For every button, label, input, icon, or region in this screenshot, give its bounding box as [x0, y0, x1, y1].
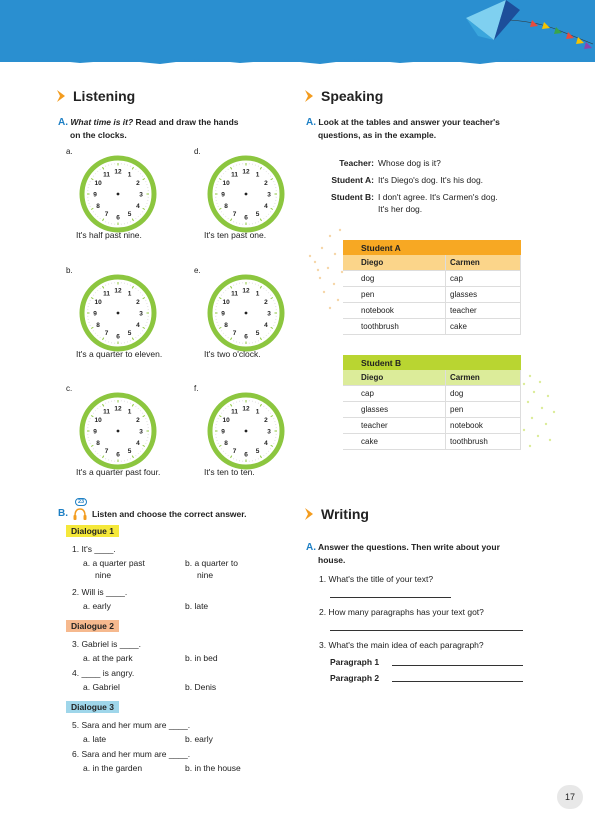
clock-face-icon[interactable] [78, 154, 158, 234]
writing-heading [303, 506, 369, 522]
option-text: b. in the house [185, 763, 241, 773]
clock-caption: It's half past nine. [76, 230, 142, 240]
clock-number: 8 [224, 202, 228, 210]
clock-number: 9 [221, 191, 225, 199]
clock-number: 2 [136, 298, 140, 306]
question-text: 6. Sara and her mum are ____. [72, 749, 191, 759]
question-text: 4. ____ is angry. [72, 668, 135, 678]
answer-option-a[interactable] [83, 652, 133, 664]
clock-label: c. [66, 384, 73, 393]
instruction-text-2: house. [318, 555, 346, 565]
table-header-row [343, 370, 521, 386]
clock-center [117, 430, 120, 433]
answer-option-a[interactable] [83, 733, 106, 745]
clock-caption: It's a quarter past four. [76, 467, 161, 477]
table-row [343, 418, 521, 434]
clock-number: 4 [136, 321, 140, 329]
clock-number: 4 [264, 439, 268, 447]
writing-q3: 3. What's the main idea of each paragraph? [319, 640, 484, 650]
clock-number: 4 [264, 321, 268, 329]
clock-number: 8 [224, 439, 228, 447]
clock-label: d. [194, 147, 201, 156]
clock-label: b. [66, 266, 73, 275]
clock-number: 12 [242, 168, 250, 176]
answer-option-a[interactable] [83, 762, 142, 774]
clock-number: 3 [139, 310, 143, 318]
clock-number: 8 [96, 321, 100, 329]
column-header: Carmen [446, 370, 521, 386]
clock-number: 12 [114, 287, 122, 295]
table-cell: dog [343, 271, 446, 287]
writing-q2: 2. How many paragraphs has your text got? [319, 607, 484, 617]
exercise-letter: A. [58, 117, 68, 128]
paragraph-1-label: Paragraph 1 [330, 657, 380, 667]
instruction-italic: What time is it? [70, 117, 134, 127]
paragraph-2-label: Paragraph 2 [330, 673, 380, 683]
clock-face-icon[interactable] [206, 154, 286, 234]
clock-number: 5 [127, 330, 132, 338]
table-cell: pen [446, 402, 521, 418]
clock-number: 10 [94, 179, 102, 187]
speaking-heading [303, 88, 383, 104]
clock-number: 7 [104, 448, 109, 456]
option-text-2: nine [95, 570, 112, 580]
clock-number: 2 [264, 298, 268, 306]
table-cell: toothbrush [343, 319, 446, 335]
example-line [320, 174, 550, 191]
clock-number: 5 [255, 211, 260, 219]
answer-option-b[interactable] [185, 762, 241, 774]
clock-number: 6 [116, 214, 120, 222]
clock-number: 8 [96, 202, 100, 210]
table-row [343, 271, 521, 287]
answer-option-a[interactable] [83, 681, 120, 693]
instruction-text: Listen and choose the correct answer. [92, 509, 247, 519]
option-text: b. early [185, 734, 213, 744]
table-row [343, 287, 521, 303]
table-cell: teacher [446, 303, 521, 319]
dialogue-tag: Dialogue 2 [66, 620, 119, 632]
clock-number: 10 [94, 416, 102, 424]
instruction-text-2: questions, as in the example. [318, 130, 437, 140]
clock-number: 12 [114, 168, 122, 176]
answer-option-b[interactable] [185, 557, 238, 581]
clock-caption: It's ten to ten. [204, 467, 255, 477]
option-text: b. Denis [185, 682, 217, 692]
table-row [343, 386, 521, 402]
clock-number: 11 [103, 290, 110, 298]
kite-icon [458, 0, 595, 56]
clock-number: 5 [127, 448, 132, 456]
speaking-title: Speaking [321, 88, 384, 104]
example-line [320, 157, 550, 174]
clock-number: 12 [242, 287, 250, 295]
clock-face-icon[interactable] [78, 391, 158, 471]
clock-label: a. [66, 147, 73, 156]
clock-number: 8 [224, 321, 228, 329]
table-cell: cap [446, 271, 521, 287]
clock-number: 1 [127, 408, 132, 416]
clock-number: 7 [232, 330, 237, 338]
clock-number: 8 [96, 439, 100, 447]
table-cell: glasses [343, 402, 446, 418]
option-text: a. at the park [83, 653, 133, 663]
clock-number: 9 [221, 428, 225, 436]
table-cell: teacher [343, 418, 446, 434]
clock-number: 1 [255, 171, 260, 179]
table-row [343, 402, 521, 418]
answer-option-b[interactable] [185, 600, 208, 612]
clock-number: 7 [232, 211, 237, 219]
table-row [343, 434, 521, 450]
column-header: Diego [343, 370, 446, 386]
table-title: Student B [343, 355, 521, 370]
clock-number: 11 [103, 408, 110, 416]
question-text: 3. Gabriel is ____. [72, 639, 141, 649]
clock-number: 1 [255, 290, 260, 298]
answer-option-a[interactable] [83, 600, 111, 612]
question-text: 2. Will is ____. [72, 587, 128, 597]
clock-number: 3 [139, 191, 143, 199]
clock-label: e. [194, 266, 201, 275]
clock-number: 7 [104, 211, 109, 219]
clock-number: 3 [139, 428, 143, 436]
instruction-text-2: on the clocks. [70, 130, 127, 140]
option-text: a. in the garden [83, 763, 143, 773]
clock-number: 6 [116, 451, 120, 459]
clock-number: 2 [136, 179, 140, 187]
clock-number: 5 [255, 448, 260, 456]
clock-number: 11 [231, 290, 238, 298]
clock-center [117, 193, 120, 196]
clock-number: 11 [231, 408, 238, 416]
table-cell: dog [446, 386, 521, 402]
clock-center [117, 312, 120, 315]
answer-option-b[interactable] [185, 652, 218, 664]
instruction-text: Answer the questions. Then write about your [318, 542, 500, 552]
clock-number: 6 [244, 333, 248, 341]
column-header: Diego [343, 255, 446, 271]
table-title: Student A [343, 240, 521, 255]
writing-title: Writing [321, 506, 369, 522]
clock-label: f. [194, 384, 199, 393]
clock-number: 5 [127, 211, 132, 219]
dialogue-tag: Dialogue 1 [66, 525, 119, 537]
clock-number: 10 [94, 298, 102, 306]
headphones-icon [72, 506, 88, 522]
clock-number: 3 [267, 428, 271, 436]
column-header: Carmen [446, 255, 521, 271]
instruction-text: Read and draw the hands [133, 117, 239, 127]
clock-number: 6 [244, 214, 248, 222]
clock-number: 9 [93, 428, 97, 436]
clock-number: 2 [136, 416, 140, 424]
example-text: I don't agree. It's Carmen's dog. [378, 192, 498, 202]
clock-number: 10 [222, 179, 230, 187]
clock-number: 4 [264, 202, 268, 210]
vocab-table [343, 370, 521, 450]
writing-q1: 1. What's the title of your text? [319, 574, 434, 584]
clock-number: 7 [232, 448, 237, 456]
chevron-right-icon [303, 507, 315, 521]
answer-option-b[interactable] [185, 681, 216, 693]
table-cell: glasses [446, 287, 521, 303]
example-line [320, 191, 550, 215]
example-text-2: It's her dog. [378, 204, 423, 214]
clock-face-icon[interactable] [206, 391, 286, 471]
table-student-a [343, 240, 521, 335]
page-number: 17 [557, 785, 583, 809]
table-cell: pen [343, 287, 446, 303]
clock-number: 9 [93, 310, 97, 318]
option-text-2: nine [197, 570, 214, 580]
exercise-letter: B. [58, 508, 68, 519]
clock-number: 5 [255, 330, 260, 338]
answer-line[interactable] [392, 665, 523, 666]
clock-number: 11 [231, 171, 238, 179]
clock-number: 12 [114, 405, 122, 413]
speaker: Student B: [331, 192, 374, 202]
clock-center [245, 430, 248, 433]
clock-number: 6 [244, 451, 248, 459]
table-row [343, 303, 521, 319]
option-text: a. early [83, 601, 111, 611]
clock-number: 3 [267, 310, 271, 318]
clock-number: 1 [127, 290, 132, 298]
clock-center [245, 193, 248, 196]
clock-number: 11 [103, 171, 110, 179]
option-text: b. late [185, 601, 209, 611]
clock-center [245, 312, 248, 315]
listening-title: Listening [73, 88, 136, 104]
clock-number: 2 [264, 179, 268, 187]
speaker: Teacher: [339, 158, 374, 168]
clock-number: 10 [222, 416, 230, 424]
clock-caption: It's ten past one. [204, 230, 267, 240]
clock-number: 3 [267, 191, 271, 199]
option-text: b. a quarter to [185, 558, 238, 568]
clock-number: 10 [222, 298, 230, 306]
option-text: a. late [83, 734, 107, 744]
speaking-instruction [306, 116, 546, 141]
clock-number: 4 [136, 439, 140, 447]
table-student-b [343, 355, 521, 450]
chevron-right-icon [303, 89, 315, 103]
listening-a-instruction [58, 116, 288, 141]
clock-number: 7 [104, 330, 109, 338]
option-text: b. in bed [185, 653, 218, 663]
example-text: It's Diego's dog. It's his dog. [378, 175, 484, 185]
table-cell: toothbrush [446, 434, 521, 450]
table-header-row [343, 255, 521, 271]
listening-b-instruction [58, 506, 246, 522]
speaking-example [320, 157, 550, 215]
clock-number: 2 [264, 416, 268, 424]
option-text: a. a quarter past [83, 558, 145, 568]
clock-number: 1 [127, 171, 132, 179]
vocab-table [343, 255, 521, 335]
question-text: 5. Sara and her mum are ____. [72, 720, 191, 730]
track-number: 23 [75, 498, 87, 506]
clock-caption: It's a quarter to eleven. [76, 349, 163, 359]
answer-line[interactable] [330, 597, 451, 598]
instruction-text: Look at the tables and answer your teacher's [318, 117, 500, 127]
clock-number: 1 [255, 408, 260, 416]
clock-caption: It's two o'clock. [204, 349, 261, 359]
clock-number: 12 [242, 405, 250, 413]
table-cell: cap [343, 386, 446, 402]
option-text: a. Gabriel [83, 682, 120, 692]
exercise-letter: A. [306, 542, 316, 553]
answer-line[interactable] [392, 681, 523, 682]
table-row [343, 319, 521, 335]
clock-number: 9 [93, 191, 97, 199]
question-text: 1. It's ____. [72, 544, 116, 554]
listening-heading [55, 88, 135, 104]
clock-number: 4 [136, 202, 140, 210]
writing-instruction [306, 541, 546, 566]
clock-face-icon[interactable] [78, 273, 158, 353]
dialogue-tag: Dialogue 3 [66, 701, 119, 713]
answer-option-b[interactable] [185, 733, 213, 745]
example-text: Whose dog is it? [378, 158, 441, 168]
answer-line[interactable] [330, 630, 523, 631]
table-cell: cake [343, 434, 446, 450]
exercise-letter: A. [306, 117, 316, 128]
clock-number: 6 [116, 333, 120, 341]
answer-option-a[interactable] [83, 557, 145, 581]
speaker: Student A: [331, 175, 374, 185]
table-cell: cake [446, 319, 521, 335]
table-cell: notebook [446, 418, 521, 434]
chevron-right-icon [55, 89, 67, 103]
clock-number: 9 [221, 310, 225, 318]
clock-face-icon[interactable] [206, 273, 286, 353]
table-cell: notebook [343, 303, 446, 319]
